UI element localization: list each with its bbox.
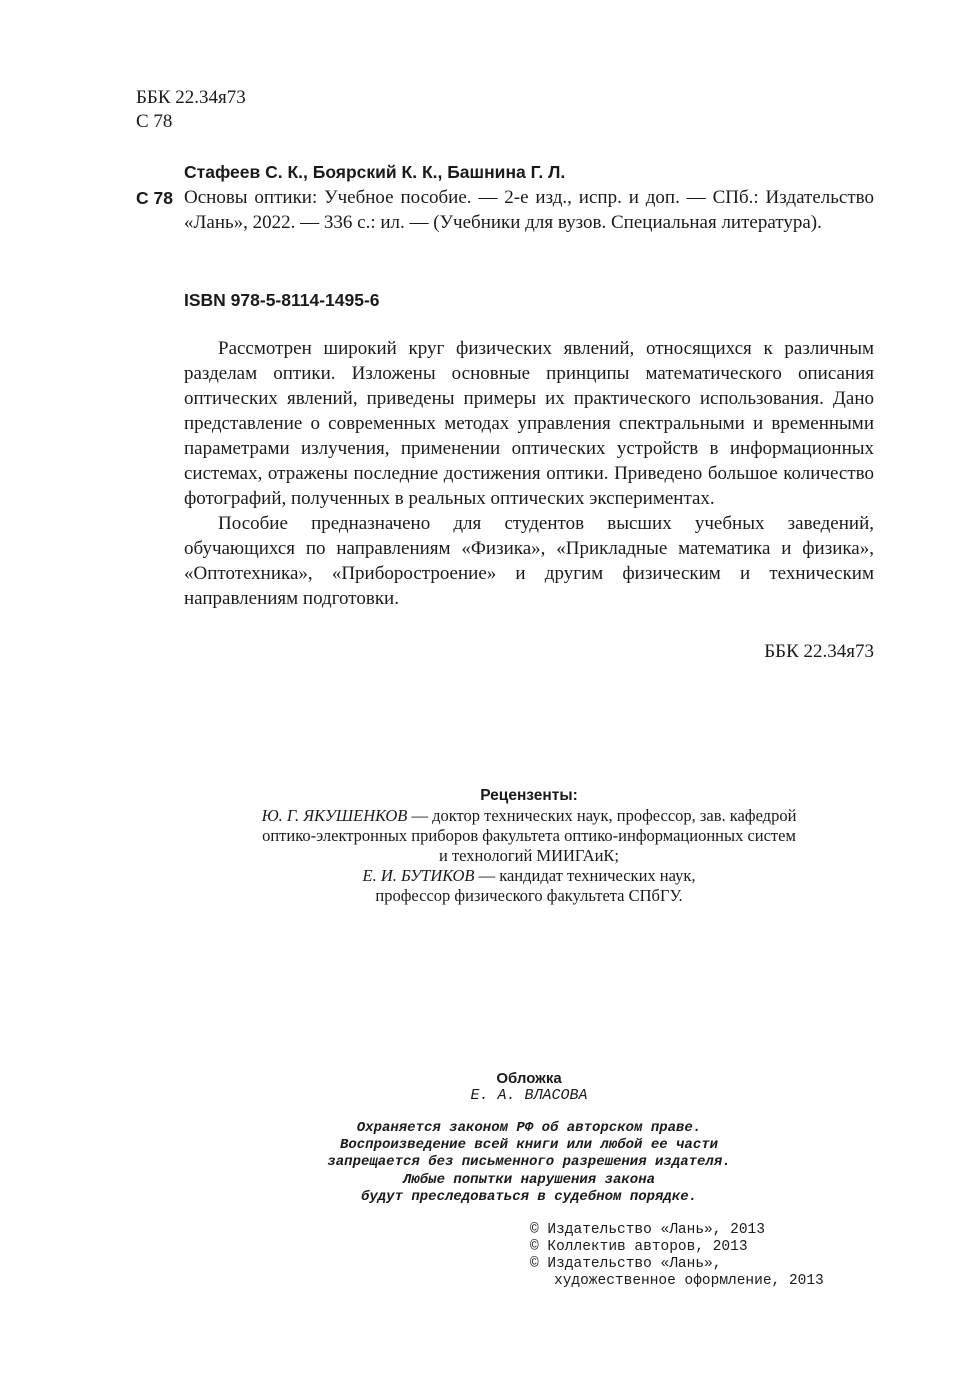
authors-line: Стафеев С. К., Боярский К. К., Башнина Г. Л. — [184, 162, 566, 182]
reviewer-1-name: Ю. Г. ЯКУШЕНКОВ — [261, 806, 408, 825]
cover-heading: Обложка — [496, 1070, 562, 1087]
bibliographic-description: Основы оптики: Учебное пособие. — 2-е изд., испр. и доп. — СПб.: Издательство «Лань», 2022. — 336 с.: ил. — (Учебники для вузов. Специальная литература). — [184, 187, 874, 233]
rights-line: запрещается без письменного разрешения издателя. — [327, 1154, 731, 1171]
reviewers-block — [184, 786, 874, 906]
copyright-line: © Издательство «Лань», 2013 — [530, 1222, 765, 1238]
rights-line: Любые попытки нарушения закона — [402, 1171, 656, 1188]
copyright-line: © Издательство «Лань», — [530, 1256, 722, 1272]
rights-notice — [184, 1120, 874, 1206]
cover-designer: Е. А. ВЛАСОВА — [470, 1087, 588, 1104]
isbn: ISBN 978-5-8114-1495-6 — [184, 290, 380, 310]
copyright-line: художественное оформление, 2013 — [554, 1273, 824, 1289]
author-mark: С 78 — [136, 111, 173, 132]
reviewer-1-affiliation: оптико-электронных приборов факультета оптико-информационных систем — [262, 826, 796, 845]
abstract-paragraph-2: Пособие предназначено для студентов высших учебных заведений, обучающихся по направлениям «Физика», «Прикладные математика и физика», «Оптотехника», «Приборостроение» и другим физическим и техническим направлениям подготовки. — [184, 513, 874, 609]
copyright-line: © Коллектив авторов, 2013 — [530, 1239, 748, 1255]
rights-line: Охраняется законом РФ об авторском праве. — [356, 1120, 702, 1136]
reviewers-heading: Рецензенты: — [480, 787, 578, 804]
bbk-code: ББК 22.34я73 — [136, 87, 246, 108]
bbk-classification-top — [136, 86, 246, 134]
reviewer-2-title: — кандидат технических наук, — [474, 866, 696, 885]
reviewer-1 — [184, 806, 874, 826]
cover-credit — [184, 1070, 874, 1104]
rights-line: будут преследоваться в судебном порядке. — [360, 1188, 698, 1205]
author-mark-bold: С 78 — [136, 188, 173, 208]
rights-line: Воспроизведение всей книги или любой ее части — [339, 1137, 719, 1154]
copyright-notices — [530, 1222, 824, 1290]
abstract — [184, 336, 874, 611]
reviewer-2-name: Е. И. БУТИКОВ — [362, 866, 475, 885]
abstract-paragraph-1: Рассмотрен широкий круг физических явлений, относящихся к различным разделам оптики. Изложены основные принципы математического описания оптических явлений, приведены примеры их практического использования. Дано представление о современных методах управления спектральными и временными параметрами излучения, применении оптических устройств в информационных системах, отражены последние достижения оптики. Приведено большое количество фотографий, полученных в реальных оптических экспериментах. — [184, 338, 874, 509]
reviewer-2 — [184, 866, 874, 886]
reviewer-1-affiliation-end: и технологий МИИГАиК; — [438, 846, 619, 865]
bbk-classification-bottom: ББК 22.34я73 — [764, 641, 874, 662]
reviewer-1-title: — доктор технических наук, профессор, зав. кафедрой — [407, 806, 797, 825]
reviewer-2-affiliation: профессор физического факультета СПбГУ. — [375, 886, 683, 905]
